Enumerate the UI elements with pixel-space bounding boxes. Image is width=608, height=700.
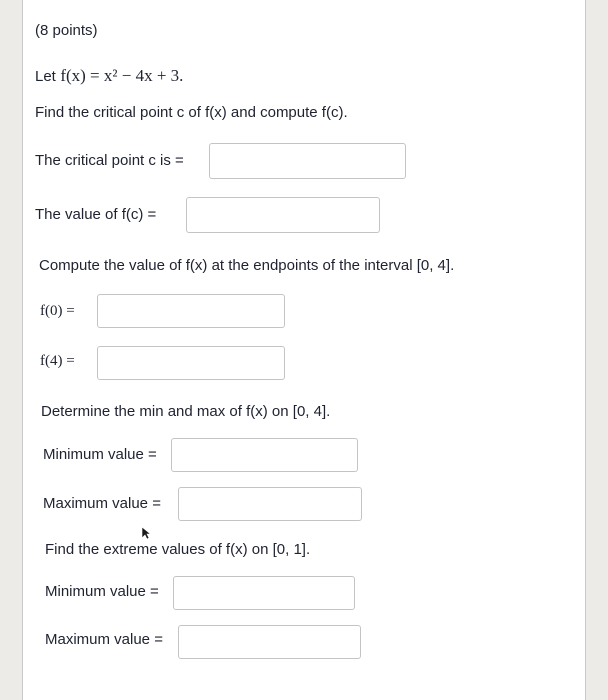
f4-label: f(4) = <box>40 353 75 369</box>
function-expression: f(x) = x² − 4x + 3. <box>60 66 184 85</box>
function-definition <box>35 66 183 86</box>
mouse-pointer-icon <box>141 526 151 540</box>
let-word: Let <box>35 68 56 85</box>
section3-prompt: Determine the min and max of f(x) on [0, 4]. <box>41 403 331 420</box>
f0-input[interactable] <box>97 294 285 328</box>
section4-min-input[interactable] <box>173 576 355 610</box>
section1-prompt: Find the critical point c of f(x) and compute f(c). <box>35 104 348 121</box>
fc-label: The value of f(c) = <box>35 206 157 223</box>
f4-input[interactable] <box>97 346 285 380</box>
section3-max-input[interactable] <box>178 487 362 521</box>
section3-min-input[interactable] <box>171 438 358 472</box>
section4-max-label: Maximum value = <box>45 631 163 648</box>
critical-point-label: The critical point c is = <box>35 152 184 169</box>
fc-input[interactable] <box>186 197 380 233</box>
points-label: (8 points) <box>35 22 98 39</box>
section4-max-input[interactable] <box>178 625 361 659</box>
section3-max-label: Maximum value = <box>43 495 161 512</box>
section4-min-label: Minimum value = <box>45 583 159 600</box>
critical-point-input[interactable] <box>209 143 406 179</box>
section2-prompt: Compute the value of f(x) at the endpoints of the interval [0, 4]. <box>39 257 455 274</box>
question-panel <box>22 0 586 700</box>
f0-label: f(0) = <box>40 303 75 319</box>
section3-min-label: Minimum value = <box>43 446 157 463</box>
section4-prompt: Find the extreme values of f(x) on [0, 1]. <box>45 541 311 558</box>
